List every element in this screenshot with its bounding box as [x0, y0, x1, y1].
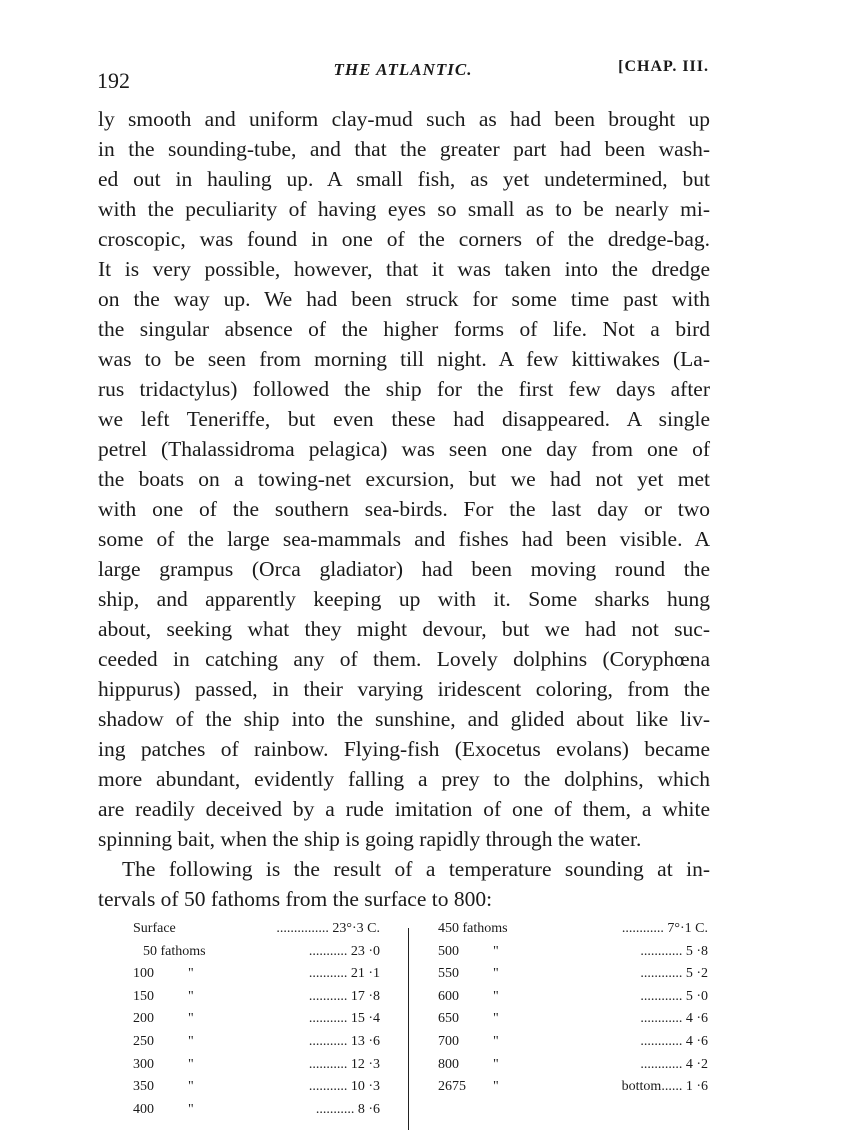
- leader-dots: ...........: [308, 1011, 348, 1027]
- leader-dots: ............: [640, 1033, 683, 1049]
- leader-dots: ............: [640, 1011, 683, 1027]
- temp-value: 23°·3 C.: [332, 921, 380, 936]
- depth-cell: 200: [133, 1011, 154, 1027]
- temp-value: 7°·1 C.: [667, 921, 708, 936]
- text-line: ship, and apparently keeping up with it. Some sharks hung: [98, 587, 710, 611]
- ditto-mark: ": [493, 1079, 499, 1095]
- temp-value: 12 ·3: [350, 1056, 380, 1072]
- leader-dots: ...........: [308, 988, 348, 1004]
- temp-cell: [640, 1031, 708, 1054]
- text-line: ing patches of rainbow. Flying-fish (Exocetus evolans) became: [98, 737, 710, 761]
- temp-cell: [640, 986, 708, 1009]
- temp-value: 5 ·0: [685, 988, 708, 1004]
- temp-value: 8 ·6: [357, 1101, 380, 1117]
- temp-cell: [309, 986, 380, 1009]
- ditto-mark: ": [493, 966, 499, 982]
- ditto-mark: ": [188, 988, 194, 1004]
- depth-cell: 2675: [438, 1079, 466, 1095]
- table-row: [133, 963, 388, 986]
- text-line: spinning bait, when the ship is going rapidly through the water.: [98, 827, 642, 851]
- temp-cell: [309, 963, 380, 986]
- ditto-mark: ": [493, 943, 499, 959]
- table-row: [438, 918, 708, 941]
- temp-cell: [640, 963, 708, 986]
- temp-value: 1 ·6: [685, 1079, 708, 1095]
- table-row: [133, 1099, 388, 1122]
- depth-cell: 600: [438, 988, 459, 1004]
- depth-cell: 100: [133, 966, 154, 982]
- leader-dots: ...........: [308, 943, 348, 959]
- text-line: shadow of the ship into the sunshine, and glided about like liv-: [98, 707, 710, 731]
- temp-value: 4 ·6: [685, 1033, 708, 1049]
- temp-value: 17 ·8: [350, 988, 380, 1004]
- temp-cell: [316, 1099, 380, 1122]
- depth-cell: 800: [438, 1056, 459, 1072]
- text-line: more abundant, evidently falling a prey to the dolphins, which: [98, 767, 710, 791]
- ditto-mark: ": [493, 1056, 499, 1072]
- temp-cell: [622, 918, 708, 941]
- text-line: large grampus (Orca gladiator) had been moving round the: [98, 557, 710, 581]
- depth-cell: 700: [438, 1033, 459, 1049]
- depth-cell: 50 fathoms: [143, 943, 206, 959]
- leader-dots: ...........: [315, 1101, 355, 1117]
- text-line: was to be seen from morning till night. A few kittiwakes (La-: [98, 347, 710, 371]
- depth-cell: 500: [438, 943, 459, 959]
- depth-cell: 400: [133, 1101, 154, 1117]
- ditto-mark: ": [188, 1011, 194, 1027]
- temperature-table: [133, 918, 713, 1128]
- temp-value: 23 ·0: [350, 943, 380, 959]
- text-line: ed out in hauling up. A small fish, as yet undetermined, but: [98, 167, 710, 191]
- table-row: [438, 1008, 708, 1031]
- temp-value: 13 ·6: [350, 1033, 380, 1049]
- temp-value: 4 ·2: [685, 1056, 708, 1072]
- depth-cell: 550: [438, 966, 459, 982]
- table-row: [438, 1031, 708, 1054]
- leader-dots: ...........: [308, 966, 348, 982]
- table-row: [133, 1008, 388, 1031]
- ditto-mark: ": [493, 1033, 499, 1049]
- temp-cell: [309, 941, 380, 964]
- text-line: some of the large sea-mammals and fishes had been visible. A: [98, 527, 710, 551]
- page-header: [97, 58, 709, 92]
- ditto-mark: ": [493, 988, 499, 1004]
- temp-value: 21 ·1: [350, 966, 380, 982]
- leader-dots: bottom......: [621, 1079, 683, 1095]
- table-row: [133, 1031, 388, 1054]
- table-row: [438, 963, 708, 986]
- text-line: It is very possible, however, that it was taken into the dredge: [98, 257, 710, 281]
- page-number: 192: [97, 68, 130, 93]
- text-line: ceeded in catching any of them. Lovely dolphins (Coryphœna: [98, 647, 710, 671]
- body-text: [98, 104, 710, 914]
- text-line: with the peculiarity of having eyes so small as to be nearly mi-: [98, 197, 710, 221]
- text-line: rus tridactylus) followed the ship for the first few days after: [98, 377, 710, 401]
- table-row: [438, 1054, 708, 1077]
- table-row: [438, 986, 708, 1009]
- depth-cell: 300: [133, 1056, 154, 1072]
- leader-dots: ............: [640, 966, 683, 982]
- text-line: tervals of 50 fathoms from the surface to 800:: [98, 887, 493, 911]
- text-line: the boats on a towing-net excursion, but we had not yet met: [98, 467, 710, 491]
- ditto-mark: ": [188, 1056, 194, 1072]
- temp-value: 5 ·8: [685, 943, 708, 959]
- leader-dots: ............: [621, 921, 664, 936]
- temp-cell: [309, 1076, 380, 1099]
- text-line: we left Teneriffe, but even these had disappeared. A single: [98, 407, 710, 431]
- table-row: [438, 941, 708, 964]
- text-line: on the way up. We had been struck for some time past with: [98, 287, 710, 311]
- depth-cell: 650: [438, 1011, 459, 1027]
- text-line: croscopic, was found in one of the corners of the dredge-bag.: [98, 227, 710, 251]
- leader-dots: ............: [640, 943, 683, 959]
- leader-dots: ...........: [308, 1056, 348, 1072]
- text-line: with one of the southern sea-birds. For the last day or two: [98, 497, 710, 521]
- ditto-mark: ": [188, 1101, 194, 1117]
- depth-cell: 450 fathoms: [438, 921, 508, 936]
- text-line: are readily deceived by a rude imitation of one of them, a white: [98, 797, 710, 821]
- table-row: [133, 1076, 388, 1099]
- text-line: in the sounding-tube, and that the greater part had been wash-: [98, 137, 710, 161]
- table-column-right: [438, 918, 708, 1099]
- leader-dots: ...............: [276, 921, 329, 936]
- temp-cell: [640, 1008, 708, 1031]
- text-line: the singular absence of the higher forms of life. Not a bird: [98, 317, 710, 341]
- temp-value: 4 ·6: [685, 1011, 708, 1027]
- chapter-label: [CHAP. III.: [618, 58, 709, 75]
- table-column-left: [133, 918, 388, 1121]
- temp-cell: [276, 918, 380, 941]
- text-line: about, seeking what they might devour, but we had not suc-: [98, 617, 710, 641]
- table-row: [133, 918, 388, 941]
- temp-value: 15 ·4: [350, 1011, 380, 1027]
- text-line: hippurus) passed, in their varying iridescent coloring, from the: [98, 677, 710, 701]
- text-line: The following is the result of a temperature sounding at in-: [122, 857, 710, 881]
- temp-value: 5 ·2: [685, 966, 708, 982]
- temp-cell: [640, 941, 708, 964]
- table-row: [438, 1076, 708, 1099]
- depth-cell: 250: [133, 1033, 154, 1049]
- text-line: petrel (Thalassidroma pelagica) was seen one day from one of: [98, 437, 710, 461]
- temp-value: 10 ·3: [350, 1079, 380, 1095]
- running-title: THE ATLANTIC.: [333, 60, 473, 79]
- table-row: [133, 941, 388, 964]
- ditto-mark: ": [493, 1011, 499, 1027]
- text-line: ly smooth and uniform clay-mud such as had been brought up: [98, 107, 710, 131]
- table-row: [133, 986, 388, 1009]
- ditto-mark: ": [188, 966, 194, 982]
- ditto-mark: ": [188, 1033, 194, 1049]
- leader-dots: ...........: [308, 1033, 348, 1049]
- leader-dots: ............: [640, 1056, 683, 1072]
- depth-cell: Surface: [133, 921, 176, 936]
- table-row: [133, 1054, 388, 1077]
- temp-cell: [622, 1076, 708, 1099]
- ditto-mark: ": [188, 1079, 194, 1095]
- depth-cell: 150: [133, 988, 154, 1004]
- column-divider: [408, 928, 409, 1130]
- depth-cell: 350: [133, 1079, 154, 1095]
- temp-cell: [309, 1031, 380, 1054]
- temp-cell: [309, 1054, 380, 1077]
- temp-cell: [640, 1054, 708, 1077]
- leader-dots: ............: [640, 988, 683, 1004]
- leader-dots: ...........: [308, 1079, 348, 1095]
- temp-cell: [309, 1008, 380, 1031]
